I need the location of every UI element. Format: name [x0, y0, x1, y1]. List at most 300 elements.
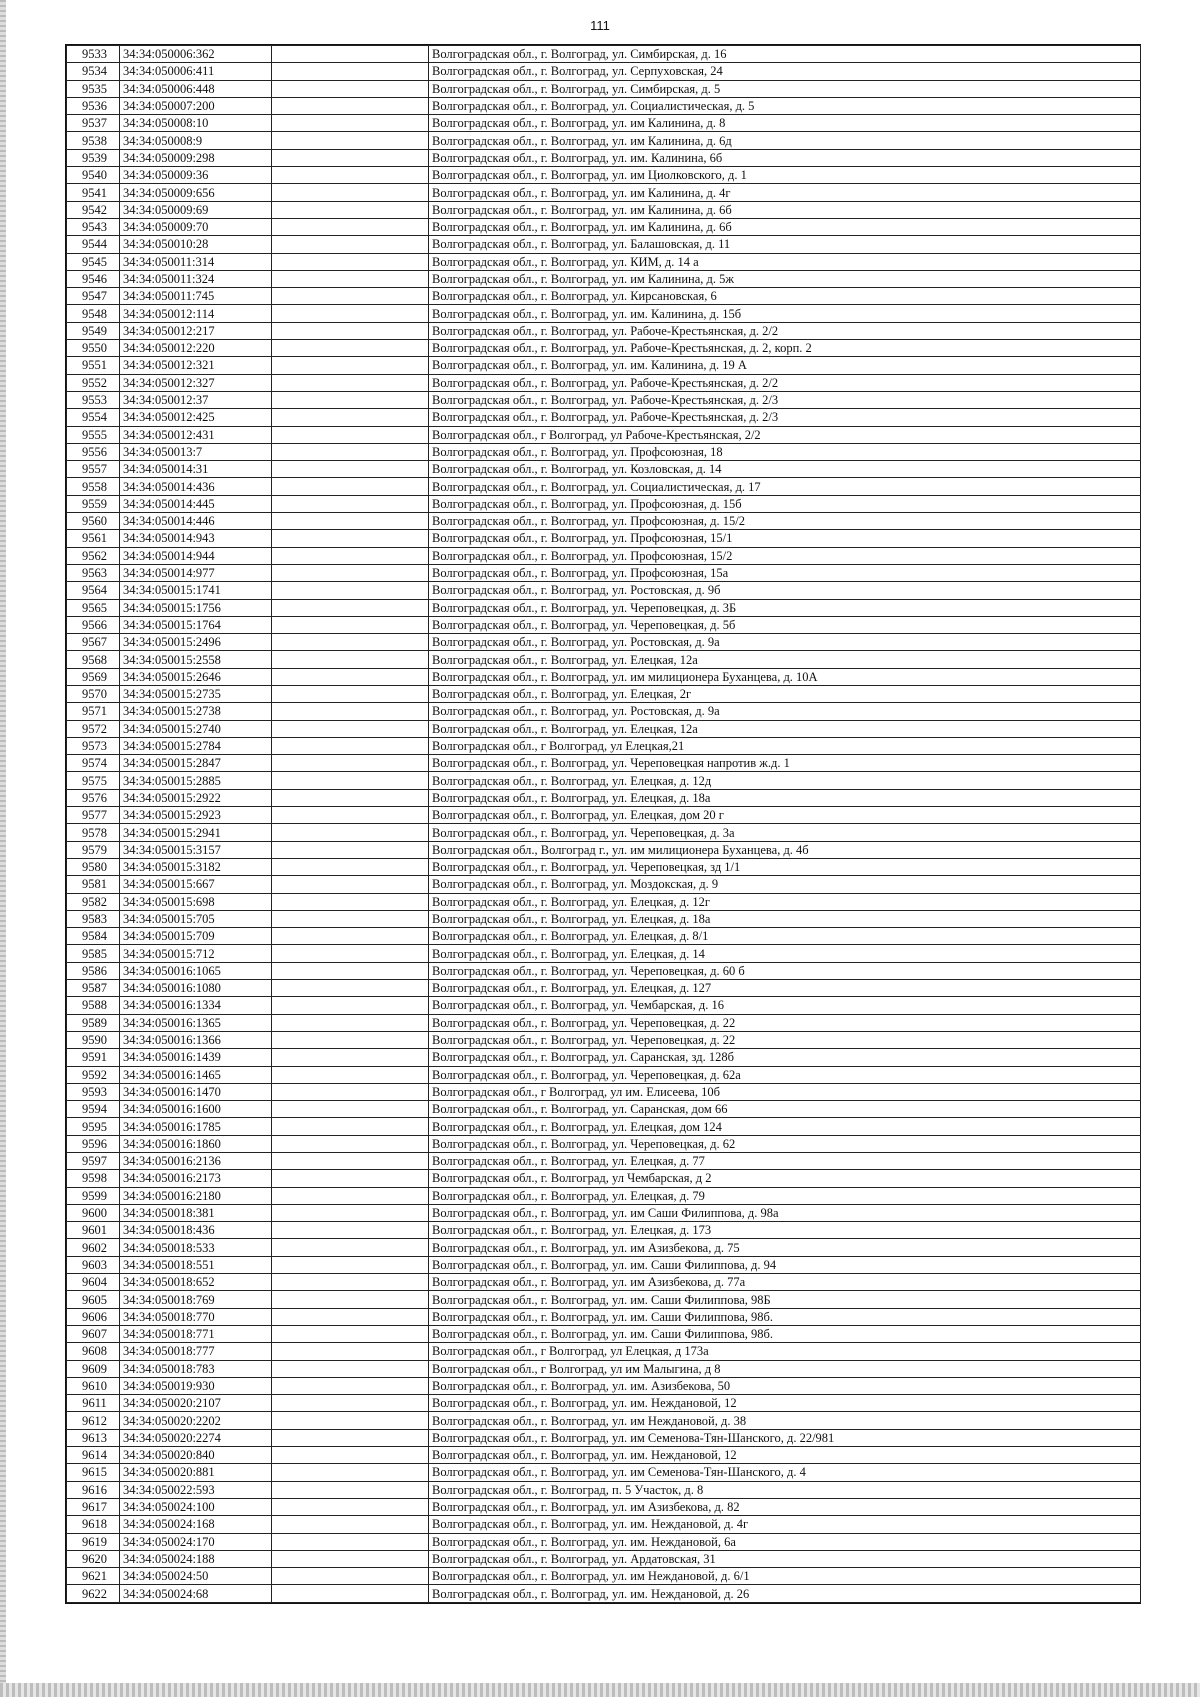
address: Волгоградская обл., г. Волгоград, ул. Социалистическая, д. 5 — [429, 97, 1141, 114]
row-number: 9575 — [67, 772, 120, 789]
table-row — [67, 1274, 1141, 1291]
table-row — [67, 1343, 1141, 1360]
address: Волгоградская обл., г. Волгоград, ул. им. Неждановой, 6а — [429, 1533, 1141, 1550]
table-row — [67, 564, 1141, 581]
empty-cell — [272, 478, 429, 495]
table-row — [67, 1204, 1141, 1221]
empty-cell — [272, 1429, 429, 1446]
address: Волгоградская обл., г. Волгоград, ул. им Калинина, д. 6б — [429, 201, 1141, 218]
empty-cell — [272, 547, 429, 564]
address: Волгоградская обл., г. Волгоград, ул. Симбирская, д. 16 — [429, 46, 1141, 63]
cadastral-number: 34:34:050006:362 — [120, 46, 272, 63]
row-number: 9617 — [67, 1498, 120, 1515]
empty-cell — [272, 1066, 429, 1083]
cadastral-number: 34:34:050018:777 — [120, 1343, 272, 1360]
empty-cell — [272, 841, 429, 858]
row-number: 9607 — [67, 1325, 120, 1342]
row-number: 9591 — [67, 1049, 120, 1066]
cadastral-number: 34:34:050015:2923 — [120, 807, 272, 824]
table-row — [67, 1101, 1141, 1118]
cadastral-number: 34:34:050007:200 — [120, 97, 272, 114]
empty-cell — [272, 634, 429, 651]
cadastral-number: 34:34:050018:652 — [120, 1274, 272, 1291]
row-number: 9549 — [67, 322, 120, 339]
table-row — [67, 1377, 1141, 1394]
empty-cell — [272, 1568, 429, 1585]
table-row — [67, 513, 1141, 530]
address: Волгоградская обл., г. Волгоград, ул. Симбирская, д. 5 — [429, 80, 1141, 97]
address: Волгоградская обл., г. Волгоград, ул. Череповецкая, д. 3а — [429, 824, 1141, 841]
empty-cell — [272, 928, 429, 945]
registry-table — [66, 45, 1141, 1603]
empty-cell — [272, 1291, 429, 1308]
table-row — [67, 1118, 1141, 1135]
row-number: 9540 — [67, 167, 120, 184]
address: Волгоградская обл., г. Волгоград, ул. им. Калинина, 6б — [429, 149, 1141, 166]
empty-cell — [272, 253, 429, 270]
row-number: 9594 — [67, 1101, 120, 1118]
address: Волгоградская обл., г. Волгоград, ул. Рабоче-Крестьянская, д. 2/3 — [429, 391, 1141, 408]
cadastral-number: 34:34:050024:100 — [120, 1498, 272, 1515]
row-number: 9598 — [67, 1170, 120, 1187]
table-row — [67, 634, 1141, 651]
table-row — [67, 945, 1141, 962]
empty-cell — [272, 668, 429, 685]
row-number: 9596 — [67, 1135, 120, 1152]
address: Волгоградская обл., г. Волгоград, ул. Елецкая, д. 12д — [429, 772, 1141, 789]
table-row — [67, 63, 1141, 80]
row-number: 9615 — [67, 1464, 120, 1481]
address: Волгоградская обл., г. Волгоград, ул. Рабоче-Крестьянская, д. 2, корп. 2 — [429, 340, 1141, 357]
row-number: 9572 — [67, 720, 120, 737]
row-number: 9608 — [67, 1343, 120, 1360]
address: Волгоградская обл., г. Волгоград, ул. им. Азизбекова, 50 — [429, 1377, 1141, 1394]
cadastral-number: 34:34:050020:2202 — [120, 1412, 272, 1429]
table-row — [67, 1481, 1141, 1498]
cadastral-number: 34:34:050015:705 — [120, 910, 272, 927]
table-row — [67, 962, 1141, 979]
address: Волгоградская обл., г. Волгоград, ул. Профсоюзная, 18 — [429, 443, 1141, 460]
empty-cell — [272, 1153, 429, 1170]
cadastral-number: 34:34:050011:314 — [120, 253, 272, 270]
cadastral-number: 34:34:050008:10 — [120, 115, 272, 132]
cadastral-number: 34:34:050015:709 — [120, 928, 272, 945]
table-row — [67, 1464, 1141, 1481]
table-row — [67, 184, 1141, 201]
address: Волгоградская обл., г. Волгоград, ул. Моздокская, д. 9 — [429, 876, 1141, 893]
row-number: 9574 — [67, 755, 120, 772]
row-number: 9614 — [67, 1447, 120, 1464]
cadastral-number: 34:34:050016:1600 — [120, 1101, 272, 1118]
address: Волгоградская обл., г. Волгоград, ул. им Неждановой, д. 38 — [429, 1412, 1141, 1429]
table-row — [67, 582, 1141, 599]
row-number: 9620 — [67, 1550, 120, 1567]
cadastral-number: 34:34:050014:436 — [120, 478, 272, 495]
row-number: 9584 — [67, 928, 120, 945]
row-number: 9609 — [67, 1360, 120, 1377]
address: Волгоградская обл., г. Волгоград, ул. Елецкая, д. 12г — [429, 893, 1141, 910]
empty-cell — [272, 807, 429, 824]
scan-edge-bottom — [0, 1683, 1200, 1697]
empty-cell — [272, 513, 429, 530]
empty-cell — [272, 426, 429, 443]
address: Волгоградская обл., г Волгоград, ул им. Елисеева, 10б — [429, 1083, 1141, 1100]
table-row — [67, 1550, 1141, 1567]
row-number: 9593 — [67, 1083, 120, 1100]
row-number: 9579 — [67, 841, 120, 858]
empty-cell — [272, 1447, 429, 1464]
address: Волгоградская обл., г. Волгоград, ул. Череповецкая напротив ж.д. 1 — [429, 755, 1141, 772]
cadastral-number: 34:34:050016:1334 — [120, 997, 272, 1014]
table-row — [67, 1083, 1141, 1100]
table-row — [67, 236, 1141, 253]
empty-cell — [272, 1377, 429, 1394]
empty-cell — [272, 755, 429, 772]
cadastral-number: 34:34:050012:431 — [120, 426, 272, 443]
address: Волгоградская обл., г. Волгоград, ул. им Калинина, д. 6д — [429, 132, 1141, 149]
table-row — [67, 530, 1141, 547]
empty-cell — [272, 980, 429, 997]
row-number: 9550 — [67, 340, 120, 357]
address: Волгоградская обл., г. Волгоград, ул. им Семенова-Тян-Шанского, д. 22/981 — [429, 1429, 1141, 1446]
cadastral-number: 34:34:050011:745 — [120, 288, 272, 305]
table-row — [67, 789, 1141, 806]
cadastral-number: 34:34:050018:381 — [120, 1204, 272, 1221]
empty-cell — [272, 1083, 429, 1100]
table-row — [67, 910, 1141, 927]
address: Волгоградская обл., г. Волгоград, ул. Череповецкая, д. 62 — [429, 1135, 1141, 1152]
table-row — [67, 772, 1141, 789]
cadastral-number: 34:34:050016:1080 — [120, 980, 272, 997]
row-number: 9541 — [67, 184, 120, 201]
cadastral-number: 34:34:050012:220 — [120, 340, 272, 357]
empty-cell — [272, 1014, 429, 1031]
row-number: 9583 — [67, 910, 120, 927]
empty-cell — [272, 409, 429, 426]
empty-cell — [272, 1585, 429, 1602]
cadastral-number: 34:34:050015:3182 — [120, 858, 272, 875]
address: Волгоградская обл., г. Волгоград, ул. Профсоюзная, д. 15/2 — [429, 513, 1141, 530]
table-row — [67, 374, 1141, 391]
row-number: 9570 — [67, 685, 120, 702]
cadastral-number: 34:34:050015:667 — [120, 876, 272, 893]
table-row — [67, 651, 1141, 668]
empty-cell — [272, 1101, 429, 1118]
cadastral-number: 34:34:050015:3157 — [120, 841, 272, 858]
row-number: 9595 — [67, 1118, 120, 1135]
table-row — [67, 461, 1141, 478]
row-number: 9542 — [67, 201, 120, 218]
cadastral-number: 34:34:050024:170 — [120, 1533, 272, 1550]
row-number: 9547 — [67, 288, 120, 305]
address: Волгоградская обл., Волгоград г., ул. им милиционера Буханцева, д. 4б — [429, 841, 1141, 858]
table-row — [67, 547, 1141, 564]
address: Волгоградская обл., г. Волгоград, ул. Саранская, дом 66 — [429, 1101, 1141, 1118]
row-number: 9548 — [67, 305, 120, 322]
cadastral-number: 34:34:050006:448 — [120, 80, 272, 97]
empty-cell — [272, 1343, 429, 1360]
address: Волгоградская обл., г. Волгоград, ул. Профсоюзная, 15а — [429, 564, 1141, 581]
registry-sheet — [65, 44, 1141, 1604]
empty-cell — [272, 1325, 429, 1342]
address: Волгоградская обл., г. Волгоград, ул. им. Неждановой, д. 26 — [429, 1585, 1141, 1602]
cadastral-number: 34:34:050014:446 — [120, 513, 272, 530]
row-number: 9567 — [67, 634, 120, 651]
row-number: 9538 — [67, 132, 120, 149]
table-row — [67, 1049, 1141, 1066]
address: Волгоградская обл., г. Волгоград, ул. Профсоюзная, д. 15б — [429, 495, 1141, 512]
row-number: 9586 — [67, 962, 120, 979]
table-row — [67, 253, 1141, 270]
row-number: 9600 — [67, 1204, 120, 1221]
cadastral-number: 34:34:050018:769 — [120, 1291, 272, 1308]
cadastral-number: 34:34:050015:2646 — [120, 668, 272, 685]
row-number: 9613 — [67, 1429, 120, 1446]
address: Волгоградская обл., г. Волгоград, ул. Елецкая, д. 127 — [429, 980, 1141, 997]
empty-cell — [272, 893, 429, 910]
table-row — [67, 928, 1141, 945]
address: Волгоградская обл., г. Волгоград, ул. Череповецкая, д. 62а — [429, 1066, 1141, 1083]
address: Волгоградская обл., г. Волгоград, ул. Елецкая, д. 77 — [429, 1153, 1141, 1170]
table-row — [67, 720, 1141, 737]
cadastral-number: 34:34:050015:2941 — [120, 824, 272, 841]
table-row — [67, 357, 1141, 374]
address: Волгоградская обл., г. Волгоград, ул. Чембарская, д. 16 — [429, 997, 1141, 1014]
row-number: 9573 — [67, 737, 120, 754]
empty-cell — [272, 945, 429, 962]
cadastral-number: 34:34:050024:168 — [120, 1516, 272, 1533]
empty-cell — [272, 564, 429, 581]
address: Волгоградская обл., г. Волгоград, ул Чембарская, д 2 — [429, 1170, 1141, 1187]
empty-cell — [272, 1274, 429, 1291]
cadastral-number: 34:34:050015:2784 — [120, 737, 272, 754]
cadastral-number: 34:34:050009:69 — [120, 201, 272, 218]
cadastral-number: 34:34:050015:698 — [120, 893, 272, 910]
row-number: 9588 — [67, 997, 120, 1014]
row-number: 9578 — [67, 824, 120, 841]
cadastral-number: 34:34:050008:9 — [120, 132, 272, 149]
cadastral-number: 34:34:050014:445 — [120, 495, 272, 512]
address: Волгоградская обл., г. Волгоград, ул. им Азизбекова, д. 77а — [429, 1274, 1141, 1291]
row-number: 9571 — [67, 703, 120, 720]
row-number: 9611 — [67, 1395, 120, 1412]
empty-cell — [272, 789, 429, 806]
empty-cell — [272, 236, 429, 253]
row-number: 9556 — [67, 443, 120, 460]
row-number: 9551 — [67, 357, 120, 374]
empty-cell — [272, 1395, 429, 1412]
empty-cell — [272, 1031, 429, 1048]
address: Волгоградская обл., г. Волгоград, ул. Социалистическая, д. 17 — [429, 478, 1141, 495]
row-number: 9563 — [67, 564, 120, 581]
row-number: 9552 — [67, 374, 120, 391]
address: Волгоградская обл., г. Волгоград, ул. им Калинина, д. 6б — [429, 218, 1141, 235]
row-number: 9564 — [67, 582, 120, 599]
address: Волгоградская обл., г. Волгоград, ул. им Циолковского, д. 1 — [429, 167, 1141, 184]
row-number: 9561 — [67, 530, 120, 547]
row-number: 9560 — [67, 513, 120, 530]
empty-cell — [272, 149, 429, 166]
address: Волгоградская обл., г. Волгоград, п. 5 Участок, д. 8 — [429, 1481, 1141, 1498]
table-row — [67, 1568, 1141, 1585]
cadastral-number: 34:34:050015:2885 — [120, 772, 272, 789]
table-row — [67, 1308, 1141, 1325]
address: Волгоградская обл., г. Волгоград, ул. Елецкая, д. 79 — [429, 1187, 1141, 1204]
table-row — [67, 1239, 1141, 1256]
empty-cell — [272, 1481, 429, 1498]
table-row — [67, 1135, 1141, 1152]
empty-cell — [272, 461, 429, 478]
address: Волгоградская обл., г. Волгоград, ул. Елецкая, д. 173 — [429, 1222, 1141, 1239]
cadastral-number: 34:34:050016:1470 — [120, 1083, 272, 1100]
empty-cell — [272, 1464, 429, 1481]
table-row — [67, 1498, 1141, 1515]
cadastral-number: 34:34:050018:533 — [120, 1239, 272, 1256]
empty-cell — [272, 1256, 429, 1273]
address: Волгоградская обл., г. Волгоград, ул. Череповецкая, зд 1/1 — [429, 858, 1141, 875]
address: Волгоградская обл., г. Волгоград, ул. Елецкая, 2г — [429, 685, 1141, 702]
cadastral-number: 34:34:050019:930 — [120, 1377, 272, 1394]
empty-cell — [272, 1360, 429, 1377]
address: Волгоградская обл., г. Волгоград, ул. им. Неждановой, д. 4г — [429, 1516, 1141, 1533]
row-number: 9602 — [67, 1239, 120, 1256]
empty-cell — [272, 910, 429, 927]
row-number: 9539 — [67, 149, 120, 166]
table-row — [67, 599, 1141, 616]
address: Волгоградская обл., г Волгоград, ул Рабоче-Крестьянская, 2/2 — [429, 426, 1141, 443]
address: Волгоградская обл., г. Волгоград, ул. Череповецкая, д. 60 б — [429, 962, 1141, 979]
table-row — [67, 1412, 1141, 1429]
row-number: 9555 — [67, 426, 120, 443]
cadastral-number: 34:34:050015:2558 — [120, 651, 272, 668]
empty-cell — [272, 703, 429, 720]
empty-cell — [272, 1550, 429, 1567]
empty-cell — [272, 218, 429, 235]
table-row — [67, 1291, 1141, 1308]
cadastral-number: 34:34:050024:50 — [120, 1568, 272, 1585]
address: Волгоградская обл., г. Волгоград, ул. Рабоче-Крестьянская, д. 2/2 — [429, 374, 1141, 391]
cadastral-number: 34:34:050018:770 — [120, 1308, 272, 1325]
table-row — [67, 1516, 1141, 1533]
cadastral-number: 34:34:050016:1365 — [120, 1014, 272, 1031]
address: Волгоградская обл., г. Волгоград, ул. Елецкая, д. 14 — [429, 945, 1141, 962]
cadastral-number: 34:34:050018:551 — [120, 1256, 272, 1273]
address: Волгоградская обл., г. Волгоград, ул. им. Саши Филиппова, 98б. — [429, 1325, 1141, 1342]
address: Волгоградская обл., г. Волгоград, ул. Елецкая, д. 18а — [429, 910, 1141, 927]
row-number: 9585 — [67, 945, 120, 962]
cadastral-number: 34:34:050006:411 — [120, 63, 272, 80]
table-row — [67, 1066, 1141, 1083]
table-row — [67, 149, 1141, 166]
table-row — [67, 755, 1141, 772]
empty-cell — [272, 46, 429, 63]
row-number: 9603 — [67, 1256, 120, 1273]
empty-cell — [272, 1135, 429, 1152]
table-row — [67, 443, 1141, 460]
table-row — [67, 340, 1141, 357]
row-number: 9612 — [67, 1412, 120, 1429]
row-number: 9546 — [67, 270, 120, 287]
row-number: 9589 — [67, 1014, 120, 1031]
row-number: 9545 — [67, 253, 120, 270]
empty-cell — [272, 582, 429, 599]
cadastral-number: 34:34:050010:28 — [120, 236, 272, 253]
registry-table-body — [67, 46, 1141, 1603]
address: Волгоградская обл., г Волгоград, ул Елецкая, д 173а — [429, 1343, 1141, 1360]
row-number: 9566 — [67, 616, 120, 633]
table-row — [67, 616, 1141, 633]
empty-cell — [272, 340, 429, 357]
cadastral-number: 34:34:050016:2173 — [120, 1170, 272, 1187]
address: Волгоградская обл., г. Волгоград, ул. Ростовская, д. 9а — [429, 634, 1141, 651]
cadastral-number: 34:34:050015:712 — [120, 945, 272, 962]
row-number: 9605 — [67, 1291, 120, 1308]
table-row — [67, 1187, 1141, 1204]
address: Волгоградская обл., г. Волгоград, ул. Ростовская, д. 9б — [429, 582, 1141, 599]
row-number: 9543 — [67, 218, 120, 235]
cadastral-number: 34:34:050015:2735 — [120, 685, 272, 702]
cadastral-number: 34:34:050015:1764 — [120, 616, 272, 633]
address: Волгоградская обл., г. Волгоград, ул. Балашовская, д. 11 — [429, 236, 1141, 253]
empty-cell — [272, 858, 429, 875]
cadastral-number: 34:34:050024:188 — [120, 1550, 272, 1567]
row-number: 9553 — [67, 391, 120, 408]
address: Волгоградская обл., г. Волгоград, ул. Профсоюзная, 15/1 — [429, 530, 1141, 547]
address: Волгоградская обл., г. Волгоград, ул. Профсоюзная, 15/2 — [429, 547, 1141, 564]
cadastral-number: 34:34:050012:425 — [120, 409, 272, 426]
address: Волгоградская обл., г. Волгоград, ул. Елецкая, д. 18а — [429, 789, 1141, 806]
cadastral-number: 34:34:050015:2922 — [120, 789, 272, 806]
cadastral-number: 34:34:050013:7 — [120, 443, 272, 460]
address: Волгоградская обл., г. Волгоград, ул. Елецкая, дом 124 — [429, 1118, 1141, 1135]
empty-cell — [272, 201, 429, 218]
empty-cell — [272, 876, 429, 893]
cadastral-number: 34:34:050016:2180 — [120, 1187, 272, 1204]
empty-cell — [272, 1239, 429, 1256]
table-row — [67, 115, 1141, 132]
table-row — [67, 80, 1141, 97]
address: Волгоградская обл., г. Волгоград, ул. Ростовская, д. 9а — [429, 703, 1141, 720]
address: Волгоградская обл., г. Волгоград, ул. Серпуховская, 24 — [429, 63, 1141, 80]
row-number: 9622 — [67, 1585, 120, 1602]
table-row — [67, 1170, 1141, 1187]
address: Волгоградская обл., г. Волгоград, ул. Череповецкая, д. 22 — [429, 1014, 1141, 1031]
cadastral-number: 34:34:050020:881 — [120, 1464, 272, 1481]
empty-cell — [272, 1308, 429, 1325]
table-row — [67, 876, 1141, 893]
empty-cell — [272, 824, 429, 841]
table-row — [67, 409, 1141, 426]
page-number: 111 — [590, 18, 610, 33]
row-number: 9618 — [67, 1516, 120, 1533]
row-number: 9535 — [67, 80, 120, 97]
empty-cell — [272, 616, 429, 633]
table-row — [67, 478, 1141, 495]
cadastral-number: 34:34:050016:1366 — [120, 1031, 272, 1048]
cadastral-number: 34:34:050016:1439 — [120, 1049, 272, 1066]
cadastral-number: 34:34:050011:324 — [120, 270, 272, 287]
cadastral-number: 34:34:050012:37 — [120, 391, 272, 408]
table-row — [67, 97, 1141, 114]
address: Волгоградская обл., г. Волгоград, ул. КИМ, д. 14 а — [429, 253, 1141, 270]
cadastral-number: 34:34:050015:2847 — [120, 755, 272, 772]
row-number: 9533 — [67, 46, 120, 63]
row-number: 9568 — [67, 651, 120, 668]
table-row — [67, 167, 1141, 184]
row-number: 9604 — [67, 1274, 120, 1291]
cadastral-number: 34:34:050018:771 — [120, 1325, 272, 1342]
table-row — [67, 1222, 1141, 1239]
